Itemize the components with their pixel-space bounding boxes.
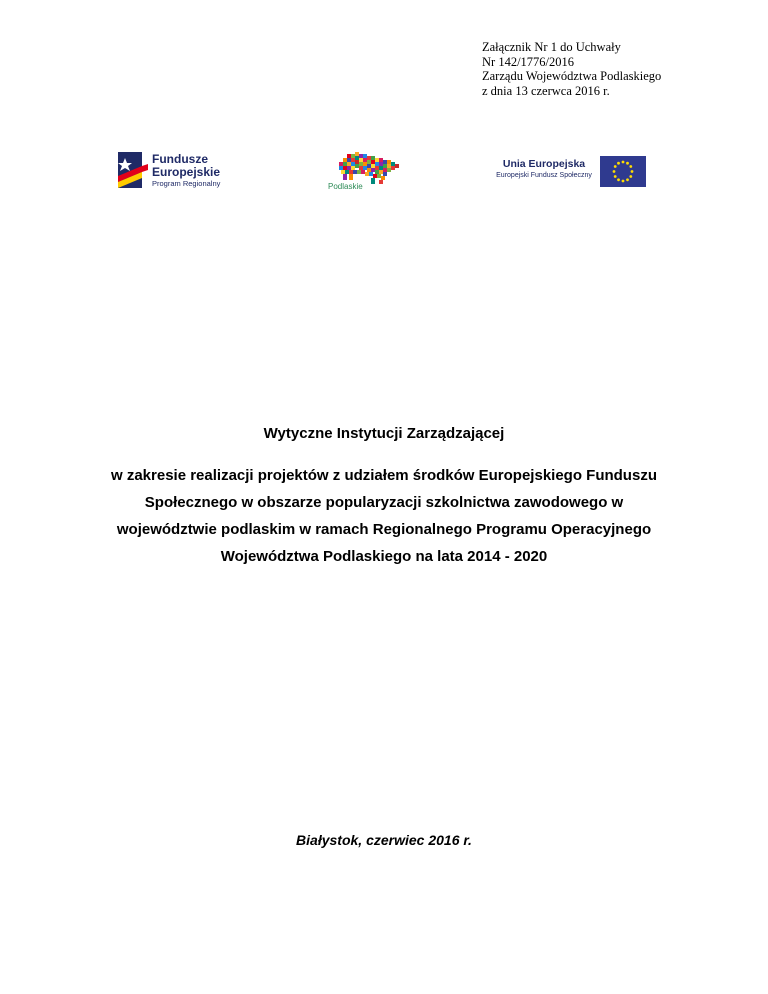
podlaskie-label: Podlaskie [328,182,363,191]
subtitle-line-1: w zakresie realizacji projektów z udziałem środków Europejskiego Funduszu [111,467,657,484]
place-and-date: Białystok, czerwiec 2016 r. [296,832,472,848]
fundusze-line-1: Fundusze [152,152,208,166]
eu-title: Unia Europejska [502,158,586,170]
annex-line-3: Zarządu Województwa Podlaskiego [482,69,662,83]
bison-mosaic-icon [325,152,405,186]
annex-header [482,40,661,98]
fundusze-europejskie-logo [116,150,246,192]
annex-line-4: z dnia 13 czerwca 2016 r. [482,83,610,98]
subtitle-line-4: Województwa Podlaskiego na lata 2014 - 2020 [220,548,548,565]
annex-line-1: Załącznik Nr 1 do Uchwały [482,40,621,54]
eu-subtitle: Europejski Fundusz Społeczny [496,172,592,179]
annex-line-2: Nr 142/1776/2016 [482,54,575,69]
eu-flag-icon [600,156,646,187]
eu-logo [488,156,648,188]
podlaskie-logo [325,152,405,194]
subtitle-line-2: Społecznego w obszarze popularyzacji szkolnictwa zawodowego w [144,494,624,511]
fundusze-line-3: Program Regionalny [152,179,221,188]
fundusze-line-2: Europejskie [152,164,221,179]
fundusze-europejskie-star-icon [116,150,150,190]
document-title: Wytyczne Instytucji Zarządzającej [263,425,505,442]
document-subtitle [0,462,768,570]
subtitle-line-3: województwie podlaskim w ramach Regionalnego Programu Operacyjnego [116,521,652,538]
